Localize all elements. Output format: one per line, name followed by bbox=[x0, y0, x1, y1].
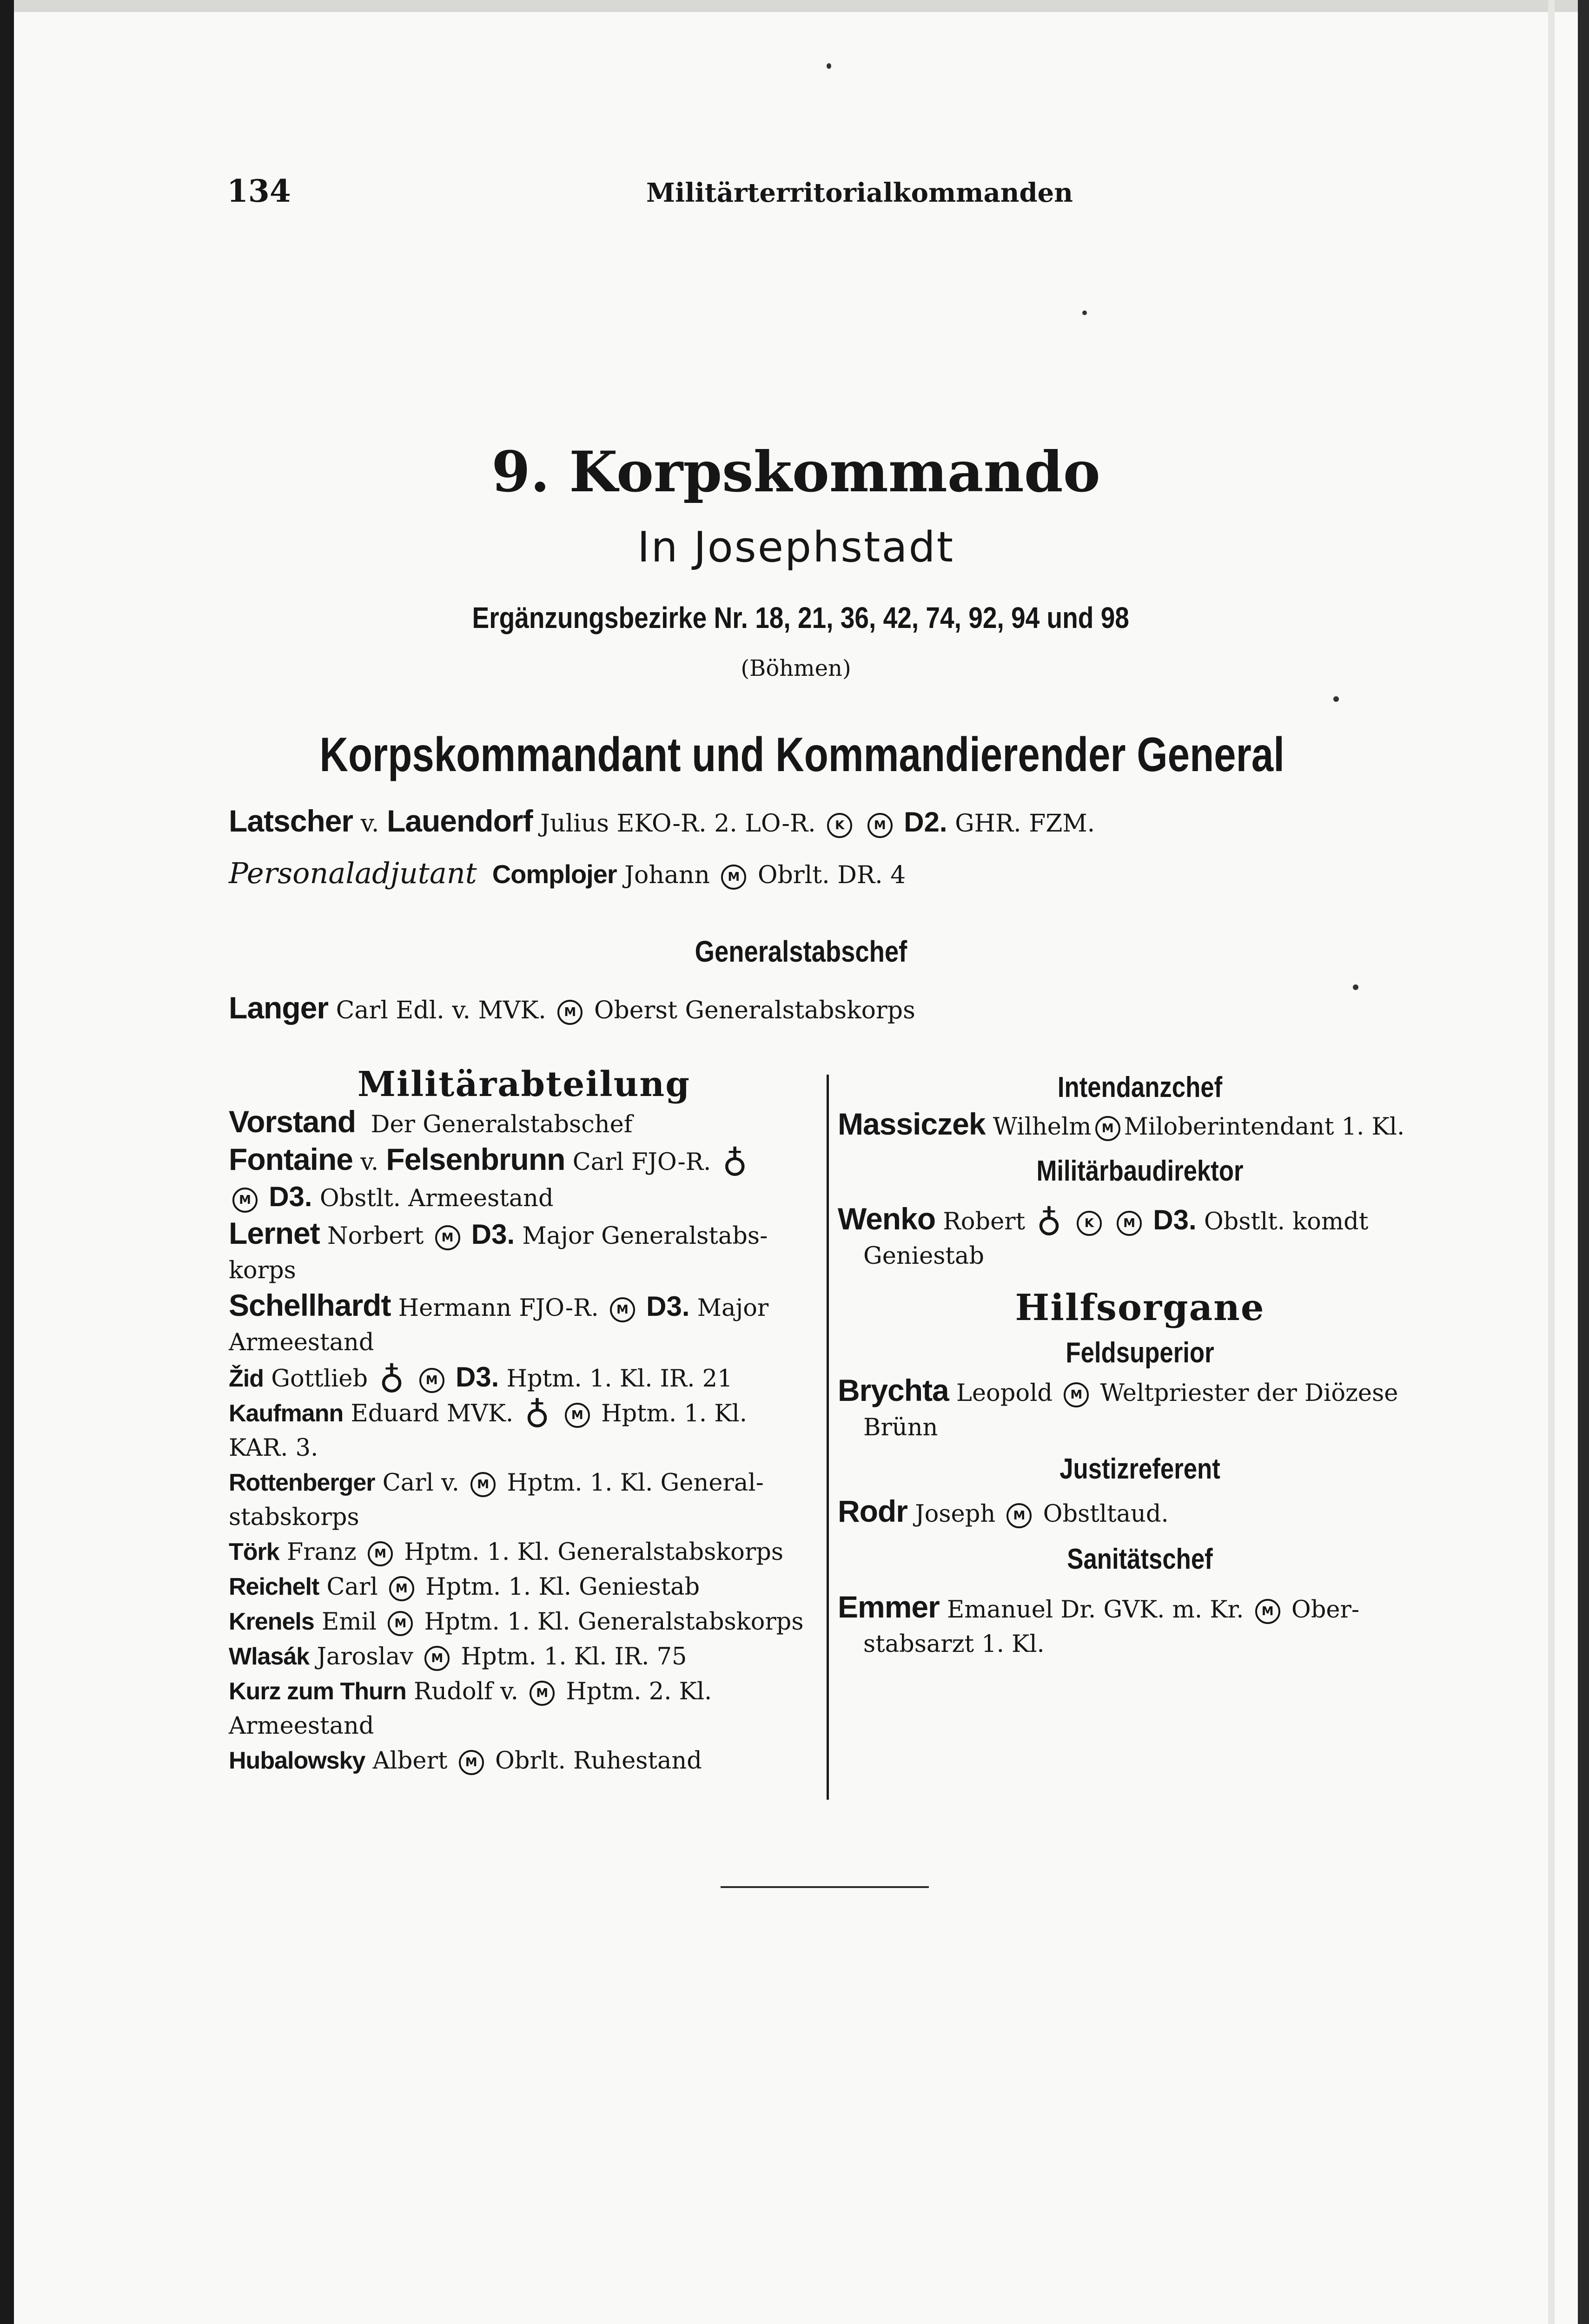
list-item bbox=[229, 1288, 819, 1326]
construction-director-heading: Militärbaudirektor bbox=[1036, 1155, 1244, 1187]
speck bbox=[1353, 984, 1358, 990]
list-item bbox=[229, 1360, 819, 1400]
m-badge-icon: M bbox=[1006, 1503, 1032, 1528]
rank: GHR. FZM. bbox=[955, 810, 1095, 838]
rank: Oberst Generalstabskorps bbox=[594, 997, 915, 1024]
page-header bbox=[14, 173, 1578, 215]
details: Hptm. 2. Kl. bbox=[566, 1678, 712, 1705]
d-class: D3. bbox=[471, 1219, 515, 1250]
m-badge-icon: M bbox=[368, 1541, 393, 1566]
region: (Böhmen) bbox=[741, 655, 851, 681]
given-name: Jaroslav bbox=[317, 1643, 414, 1670]
order-icon: ♁ bbox=[1036, 1203, 1062, 1243]
given-name: Franz bbox=[286, 1538, 357, 1566]
surname-2: Felsenbrunn bbox=[386, 1142, 565, 1176]
page-title: 9. Korpskommando bbox=[491, 439, 1100, 505]
list-item-continued bbox=[229, 1326, 819, 1360]
page-subtitle: In Josephstadt bbox=[637, 523, 954, 572]
surname: Wlasák bbox=[229, 1643, 310, 1670]
m-badge-icon: M bbox=[565, 1403, 590, 1428]
adjutant-label: Personaladjutant bbox=[229, 856, 477, 890]
recruitment-districts: Ergänzungsbezirke Nr. 18, 21, 36, 42, 74, 92, 94 und 98 bbox=[472, 601, 1129, 634]
commander-entry bbox=[229, 803, 1095, 838]
commander-heading: Korpskommandant und Kommandierender General bbox=[319, 728, 1284, 782]
page-fold bbox=[1548, 0, 1555, 2324]
surname: Fontaine bbox=[229, 1142, 353, 1176]
given-name: Robert bbox=[943, 1208, 1026, 1235]
details: Obstlt. Armeestand bbox=[319, 1185, 554, 1212]
column-divider bbox=[827, 1075, 829, 1800]
given-name: Norbert bbox=[327, 1222, 424, 1250]
list-item bbox=[229, 1180, 819, 1216]
right-column bbox=[838, 1064, 1442, 1662]
details: Obstlt. komdt bbox=[1204, 1208, 1369, 1235]
list-item bbox=[838, 1494, 1442, 1532]
surname: Kurz zum Thurn bbox=[229, 1678, 406, 1705]
d-class: D3. bbox=[646, 1291, 690, 1322]
surname: Massiczek bbox=[838, 1107, 986, 1141]
surname: Lernet bbox=[229, 1216, 320, 1250]
list-item-continued bbox=[838, 1239, 1442, 1274]
m-badge-icon: M bbox=[1064, 1382, 1089, 1407]
closing-rule bbox=[721, 1886, 929, 1888]
surname: Žid bbox=[229, 1365, 264, 1392]
list-item bbox=[229, 1216, 819, 1254]
list-item-continued bbox=[838, 1627, 1442, 1662]
surname: Brychta bbox=[838, 1373, 949, 1407]
list-item bbox=[229, 1535, 819, 1570]
given-name: Julius bbox=[540, 810, 609, 838]
details: korps bbox=[229, 1257, 296, 1284]
details: Emanuel Dr. GVK. m. Kr. bbox=[947, 1596, 1244, 1624]
given-name: Johann bbox=[624, 861, 710, 889]
list-item bbox=[229, 1570, 819, 1604]
surname: Kaufmann bbox=[229, 1400, 344, 1427]
details: Eduard MVK. bbox=[351, 1400, 514, 1427]
m-badge-icon: M bbox=[419, 1368, 444, 1393]
details: Ober- bbox=[1291, 1596, 1360, 1624]
list-item bbox=[229, 1142, 819, 1184]
m-badge-icon: M bbox=[1095, 1116, 1120, 1141]
given-name: Carl bbox=[326, 1573, 378, 1601]
details: Rudolf v. bbox=[413, 1678, 518, 1705]
military-department bbox=[229, 1064, 819, 1778]
details: Der Generalstabschef bbox=[371, 1111, 633, 1138]
list-item bbox=[229, 1604, 819, 1639]
list-item bbox=[229, 1674, 819, 1709]
surname: Vorstand bbox=[229, 1104, 356, 1139]
list-item bbox=[838, 1107, 1442, 1144]
adjutant-entry bbox=[229, 856, 906, 890]
m-badge-icon: M bbox=[1117, 1211, 1142, 1236]
m-badge-icon: M bbox=[1255, 1599, 1280, 1624]
given-name: Gottlieb bbox=[271, 1365, 368, 1393]
military-department-heading: Militärabteilung bbox=[358, 1064, 690, 1104]
commander-surname-2: Lauendorf bbox=[386, 804, 533, 838]
m-badge-icon: M bbox=[388, 1611, 413, 1636]
m-badge-icon: M bbox=[470, 1472, 496, 1497]
details: Hptm. 1. Kl. bbox=[601, 1400, 747, 1427]
m-badge-icon: M bbox=[610, 1297, 635, 1322]
details: Hptm. 1. Kl. IR. 21 bbox=[506, 1365, 733, 1393]
surname: Reichelt bbox=[229, 1573, 319, 1600]
justice-referent-heading: Justizreferent bbox=[1059, 1453, 1220, 1485]
list-item bbox=[229, 1104, 819, 1142]
details: Carl FJO-R. bbox=[572, 1149, 711, 1176]
surname: Rottenberger bbox=[229, 1469, 375, 1496]
given-name: Joseph bbox=[915, 1500, 996, 1528]
details: Armeestand bbox=[229, 1712, 374, 1740]
k-badge-icon: K bbox=[827, 813, 852, 838]
list-item bbox=[838, 1373, 1442, 1411]
adjutant-surname: Complojer bbox=[492, 859, 617, 889]
m-badge-icon: M bbox=[435, 1225, 460, 1250]
given-name: Albert bbox=[372, 1747, 448, 1775]
details: Hptm. 1. Kl. Generalstabskorps bbox=[404, 1538, 784, 1566]
rank: Obrlt. DR. 4 bbox=[757, 861, 906, 889]
surname: Schellhardt bbox=[229, 1288, 391, 1322]
page-top-edge bbox=[14, 0, 1578, 12]
surname: Krenels bbox=[229, 1608, 314, 1635]
details: Hptm. 1. Kl. IR. 75 bbox=[461, 1643, 687, 1670]
details: Miloberintendant 1. Kl. bbox=[1124, 1113, 1405, 1141]
list-item bbox=[229, 1639, 819, 1674]
given-name: Emil bbox=[321, 1608, 377, 1636]
surname: Emmer bbox=[838, 1590, 940, 1624]
given-name: Wilhelm bbox=[993, 1113, 1092, 1141]
order-icon: ♁ bbox=[524, 1395, 550, 1435]
details: Weltpriester der Diözese bbox=[1100, 1380, 1398, 1407]
list-item bbox=[838, 1590, 1442, 1627]
k-badge-icon: K bbox=[1077, 1211, 1102, 1236]
details: stabskorps bbox=[229, 1504, 359, 1531]
list-item-continued bbox=[229, 1431, 819, 1466]
field-superior-heading: Feldsuperior bbox=[1066, 1337, 1214, 1369]
speck bbox=[1082, 310, 1087, 315]
list-item bbox=[229, 1466, 819, 1500]
order-icon: ♁ bbox=[379, 1360, 404, 1400]
auxiliary-organs-heading: Hilfsorgane bbox=[1015, 1287, 1265, 1329]
details: Obrlt. Ruhestand bbox=[495, 1747, 702, 1775]
d-class: D3. bbox=[269, 1181, 312, 1212]
details: Hptm. 1. Kl. Generalstabskorps bbox=[424, 1608, 804, 1636]
d-class: D3. bbox=[1153, 1204, 1197, 1235]
list-item bbox=[229, 1395, 819, 1435]
surname: Hubalowsky bbox=[229, 1747, 365, 1774]
m-badge-icon: M bbox=[867, 813, 893, 838]
surname: Wenko bbox=[838, 1202, 936, 1236]
details: Hptm. 1. Kl. Geniestab bbox=[425, 1573, 700, 1601]
given-name: Leopold bbox=[956, 1380, 1053, 1407]
particle: v. bbox=[360, 1149, 379, 1176]
details: Hptm. 1. Kl. General- bbox=[507, 1469, 764, 1497]
details: Major Generalstabs- bbox=[522, 1222, 768, 1250]
surname: Rodr bbox=[838, 1494, 907, 1528]
running-head: Militärterritorialkommanden bbox=[646, 178, 1073, 208]
list-item-continued bbox=[838, 1411, 1442, 1445]
m-badge-icon: M bbox=[530, 1681, 555, 1706]
m-badge-icon: M bbox=[232, 1188, 258, 1213]
details: Armeestand bbox=[229, 1329, 374, 1356]
details: KAR. 3. bbox=[229, 1434, 318, 1462]
list-item-continued bbox=[229, 1709, 819, 1743]
details: Major bbox=[697, 1294, 769, 1322]
details: Brünn bbox=[863, 1414, 938, 1441]
list-item-continued bbox=[229, 1500, 819, 1535]
commander-surname: Latscher bbox=[229, 804, 353, 838]
particle: v. bbox=[360, 810, 379, 838]
m-badge-icon: M bbox=[424, 1646, 450, 1671]
list-item bbox=[838, 1202, 1442, 1243]
speck bbox=[1333, 696, 1339, 702]
surname: Törk bbox=[229, 1538, 279, 1565]
m-badge-icon: M bbox=[721, 865, 746, 890]
details: Carl Edl. v. MVK. bbox=[336, 997, 546, 1024]
details: Carl v. bbox=[382, 1469, 460, 1497]
staff-chief-surname: Langer bbox=[229, 990, 329, 1025]
order-icon: ♁ bbox=[722, 1144, 748, 1184]
page-number: 134 bbox=[227, 173, 291, 209]
speck bbox=[827, 63, 831, 69]
d-class: D3. bbox=[455, 1361, 499, 1393]
m-badge-icon: M bbox=[389, 1576, 414, 1601]
list-item-continued bbox=[229, 1254, 819, 1288]
m-badge-icon: M bbox=[557, 1000, 583, 1025]
details: Hermann FJO-R. bbox=[398, 1294, 599, 1322]
staff-chief-heading: Generalstabschef bbox=[695, 935, 907, 968]
details: Obstltaud. bbox=[1043, 1500, 1169, 1528]
m-badge-icon: M bbox=[459, 1750, 484, 1775]
details: stabsarzt 1. Kl. bbox=[863, 1631, 1045, 1658]
list-item bbox=[229, 1743, 819, 1778]
staff-chief-entry bbox=[229, 990, 915, 1025]
intendance-heading: Intendanzchef bbox=[1057, 1071, 1223, 1103]
decorations: EKO-R. 2. LO-R. bbox=[616, 810, 816, 838]
d-class: D2. bbox=[904, 806, 947, 838]
medical-chief-heading: Sanitätschef bbox=[1067, 1543, 1213, 1575]
details: Geniestab bbox=[863, 1242, 984, 1270]
